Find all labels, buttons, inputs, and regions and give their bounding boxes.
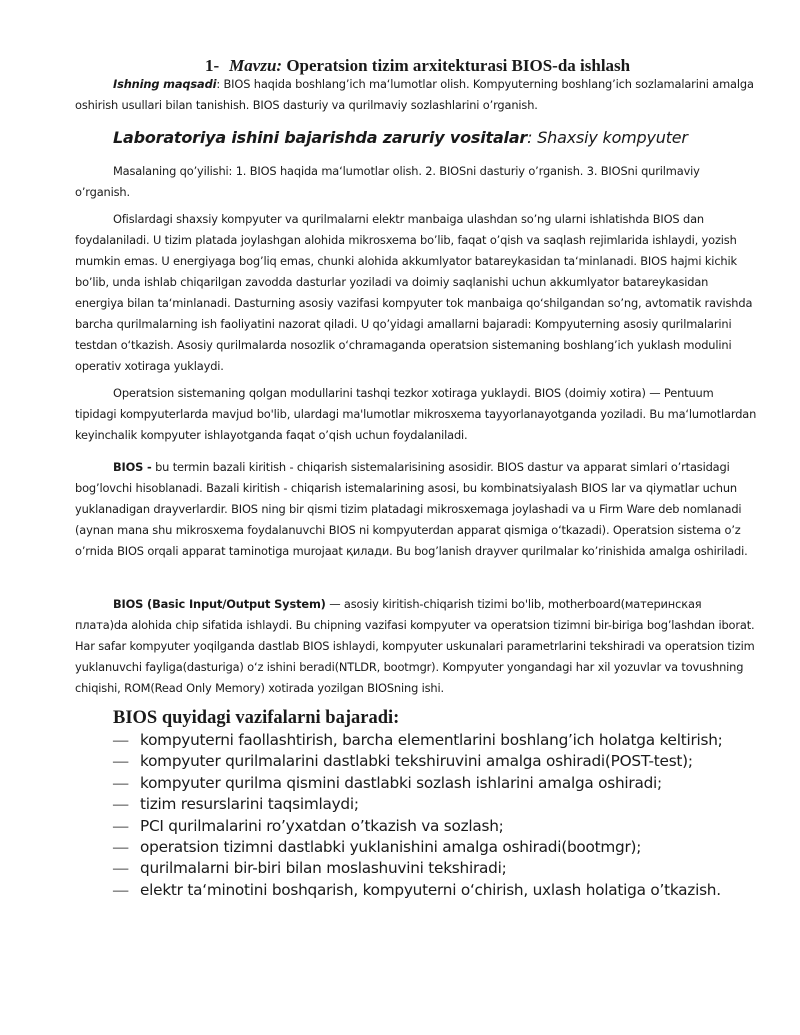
list-item-text: kompyuter qurilma qismini dastlabki sozlash ishlarini amalga oshiradi; [140, 773, 662, 792]
goal-paragraph [75, 74, 757, 116]
bios-term-text: bu termin bazali kiritish - chiqarish sistemalarisining asosidir. BIOS dastur va apparat simlari o’rtasidagi bog’lovchi hisoblanadi. Bazali kiritish - chiqarish istemalarining asosi, bu kombinatsiyalash BIOS lar va qiymatlar uchun yuklanadigan drayverlardir. BIOS ning bir qismi tizim platadagi mikrosxemaga joylashadi va u Firm Ware deb nomlanadi (aynan mana shu mikrosxema foydalanuvchi BIOS ni kompyuterdan apparat qismiga o‘tkazadi). Operatsion sistema o’z o’rnida BIOS orqali apparat taminotiga murojaat қилади. Bu bog’lanish drayver qurilmalar ko’rinishida amalga oshiriladi. [75, 460, 748, 558]
list-dash: — [113, 817, 129, 835]
modules-paragraph: Operatsion sistemaning qolgan modullarini tashqi tezkor xotiraga yuklaydi. BIOS (doimiy xotira) — Pentuum tipidagi kompyuterlarda mavjud bo'lib, ulardagi ma'lumotlar mikrosxema tayyorlanayotganda yoziladi. Bu ma‘lumotlardan keyinchalik kompyuter ishlayotganda faqat o’qish uchun foydalaniladi. [75, 386, 757, 442]
title-text: Operatsion tizim arxitekturasi BIOS-da ishlash [286, 56, 631, 75]
list-item-text: tizim resurslarini taqsimlaydi; [140, 795, 359, 814]
bios-term-paragraph [75, 457, 757, 562]
bios-definition-lead: BIOS (Basic Input/Output System) [113, 597, 326, 611]
list-dash: — [113, 796, 129, 814]
list-item-text: kompyuterni faollashtirish, barcha elementlarini boshlang’ich holatga keltirish; [140, 731, 723, 749]
list-item [113, 816, 773, 837]
list-item [113, 751, 773, 772]
list-dash: — [113, 860, 129, 878]
list-dash: — [113, 881, 129, 899]
intro-paragraph: Ofislardagi shaxsiy kompyuter va qurilmalarni elektr manbaiga ulashdan so’ng ularni ishlatishda BIOS dan foydalaniladi. U tizim platada joylashgan alohida mikrosxema bo’lib, faqat o’qish va saqlash rejimlarida ishlaydi, yozish mumkin emas. U energiyaga bog’liq emas, chunki alohida akkumlyator batareykasidan ta‘minlanadi. BIOS hajmi kichik bo’lib, unda ishlab chiqarilgan zavodda dasturlar yoziladi va doimiy saqlanishi uchun akkumlyator batareykasidan energiya bilan ta‘minlanadi. Dasturning asosiy vazifasi kompyuter tok manbaiga qo‘shilgandan so’ng, avtomatik ravishda barcha qurilmalarning ish faoliyatini nazorat qiladi. U qo’yidagi amallarni bajaradi: Kompyuterning asosiy qurilmalarini testdan o‘tkazish. Asosiy qurilmalarda nosozlik o‘chramaganda operatsion sistemaning boshlang’ich yuklash modulini operativ xotiraga yuklaydi. [75, 212, 753, 373]
list-dash: — [113, 774, 129, 792]
bios-definition-paragraph [75, 594, 757, 699]
functions-title: BIOS quyidagi vazifalarni bajaradi: [113, 708, 400, 728]
list-item-text: PCI qurilmalarini ro’yxatdan o’tkazish va sozlash; [140, 816, 504, 835]
list-item-text: elektr ta‘minotini boshqarish, kompyuterni o‘chirish, uxlash holatiga o’tkazish. [140, 880, 721, 899]
list-item-text: kompyuter qurilmalarini dastlabki tekshiruvini amalga oshiradi(POST-test); [140, 752, 693, 771]
goal-text: : BIOS haqida boshlang’ich ma‘lumotlar olish. Kompyuterning boshlang’ich sozlamalarini amalga oshirish usullari bilan tanishish. BIOS dasturiy va qurilmaviy sozlashlarini o’rganish. [75, 77, 754, 112]
list-item-text: qurilmalarni bir-biri bilan moslashuvini tekshiradi; [140, 859, 507, 878]
list-item [113, 880, 773, 901]
task-paragraph: Masalaning qo’yilishi: 1. BIOS haqida ma‘lumotlar olish. 2. BIOSni dasturiy o’rganish. 3. BIOSni qurilmaviy o’rganish. [75, 164, 700, 199]
tools-label: Laboratoriya ishini bajarishda zaruriy vositalar [113, 128, 528, 147]
tools-text: : Shaxsiy kompyuter [527, 128, 688, 147]
goal-label: Ishning maqsadi [113, 77, 217, 91]
list-item [113, 858, 773, 879]
bios-definition-text: — asosiy kiritish-chiqarish tizimi bo'lib, motherboard(материнская плата)da alohida chip sifatida ishlaydi. Bu chipning vazifasi kompyuter va operatsion tizimni bir-biriga bog’lashdan iborat. Har safar kompyuter yoqilganda dastlab BIOS ishlaydi, kompyuter uskunalari parametrlarini tekshiradi va operatsion tizim yuklanuvchi fayliga(dasturiga) o‘z ishini beradi(NTLDR, bootmgr). Kompyuter yongandagi har xil yozuvlar va tovushning chiqishi, ROM(Read Only Memory) xotirada yozilgan BIOSning ishi. [75, 597, 755, 695]
title-mavzu-label: Mavzu: [229, 56, 283, 75]
functions-list [113, 730, 773, 901]
list-dash: — [113, 732, 129, 749]
title-number: 1- [205, 56, 220, 75]
list-dash: — [113, 753, 129, 771]
list-item [113, 794, 773, 815]
tools-heading [113, 128, 773, 147]
list-item-text: operatsion tizimni dastlabki yuklanishini amalga oshiradi(bootmgr); [140, 837, 642, 856]
list-dash: — [113, 838, 129, 856]
page-title [205, 56, 765, 76]
list-item [113, 730, 773, 751]
list-item [113, 773, 773, 794]
bios-term-lead: BIOS - [113, 460, 152, 474]
list-item [113, 837, 773, 858]
